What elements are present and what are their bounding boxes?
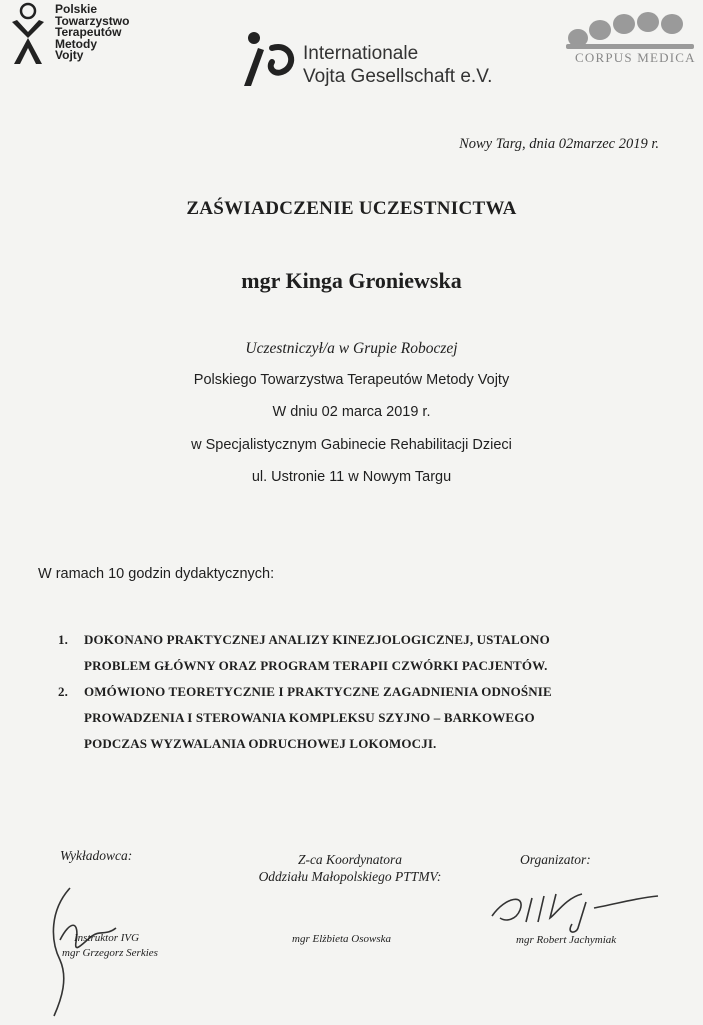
- participant-name: mgr Kinga Groniewska: [241, 268, 462, 293]
- ptmv-logo-line: Terapeutów: [55, 25, 122, 39]
- list-item-line: PODCZAS WYZWALANIA ODRUCHOWEJ LOKOMOCJI.: [84, 736, 437, 751]
- organizer-signature: [486, 888, 666, 938]
- document-title: ZAŚWIADCZENIE UCZESTNICTWA: [186, 198, 517, 219]
- participation-line-1: Uczestniczył/a w Grupie Roboczej: [245, 340, 458, 357]
- list-item-number: 2.: [58, 684, 69, 699]
- activities-list: [58, 627, 678, 757]
- ptmv-logo-text: [55, 4, 129, 62]
- deputy-heading-2: Oddziału Małopolskiego PTTMV:: [258, 869, 442, 884]
- participation-line-5: ul. Ustronie 11 w Nowym Targu: [251, 469, 452, 485]
- ptmv-logo-line: Vojty: [55, 48, 84, 62]
- ivg-name-line-2: Vojta Gesellschaft e.V.: [303, 66, 493, 87]
- deputy-heading-1: Z-ca Koordynatora: [297, 852, 403, 867]
- list-item-line: DOKONANO PRAKTYCZNEJ ANALIZY KINEZJOLOGICZNEJ, USTALONO: [84, 632, 550, 647]
- ptmv-logo: [6, 2, 54, 66]
- deputy-name: mgr Elżbieta Osowska: [292, 933, 391, 945]
- ivg-logo-mark: [238, 28, 300, 90]
- ptmv-logo-line: Towarzystwo: [55, 13, 130, 28]
- participation-line-4: w Specjalistycznym Gabinecie Rehabilitacji Dzieci: [191, 437, 512, 453]
- list-item-number: 1.: [58, 632, 69, 647]
- list-item-line: PROWADZENIA I STEROWANIA KOMPLEKSU SZYJNO – BARKOWEGO: [84, 710, 535, 725]
- ptmv-logo-line: Metody: [55, 36, 97, 51]
- ivg-logo-text: [303, 42, 492, 88]
- list-item-line: PROBLEM GŁÓWNY ORAZ PROGRAM TERAPII CZWÓRKI PACJENTÓW.: [84, 658, 548, 673]
- ptmv-logo-mark: [6, 2, 54, 66]
- lecturer-heading: Wykładowca:: [60, 848, 133, 863]
- organizer-heading: Organizator:: [520, 852, 591, 867]
- participation-line-3: W dniu 02 marca 2019 r.: [272, 404, 431, 420]
- lecturer-role: Instruktor IVG: [74, 932, 140, 944]
- corpus-medica-text: CORPUS MEDICA: [575, 50, 696, 65]
- corpus-medica-logo: [560, 8, 700, 50]
- ivg-name-line-1: Internationale: [303, 43, 419, 64]
- date-line: Nowy Targ, dnia 02marzec 2019 r.: [459, 136, 659, 152]
- hours-intro: W ramach 10 godzin dydaktycznych:: [38, 566, 275, 582]
- list-item: [58, 679, 678, 757]
- participation-line-2: Polskiego Towarzystwa Terapeutów Metody Vojty: [193, 372, 510, 388]
- list-item: [58, 627, 678, 679]
- lecturer-name: mgr Grzegorz Serkies: [62, 947, 158, 959]
- organizer-name: mgr Robert Jachymiak: [516, 934, 617, 946]
- ptmv-logo-line: Polskie: [55, 2, 98, 16]
- list-item-line: OMÓWIONO TEORETYCZNIE I PRAKTYCZNE ZAGADNIENIA ODNOŚNIE: [84, 684, 552, 699]
